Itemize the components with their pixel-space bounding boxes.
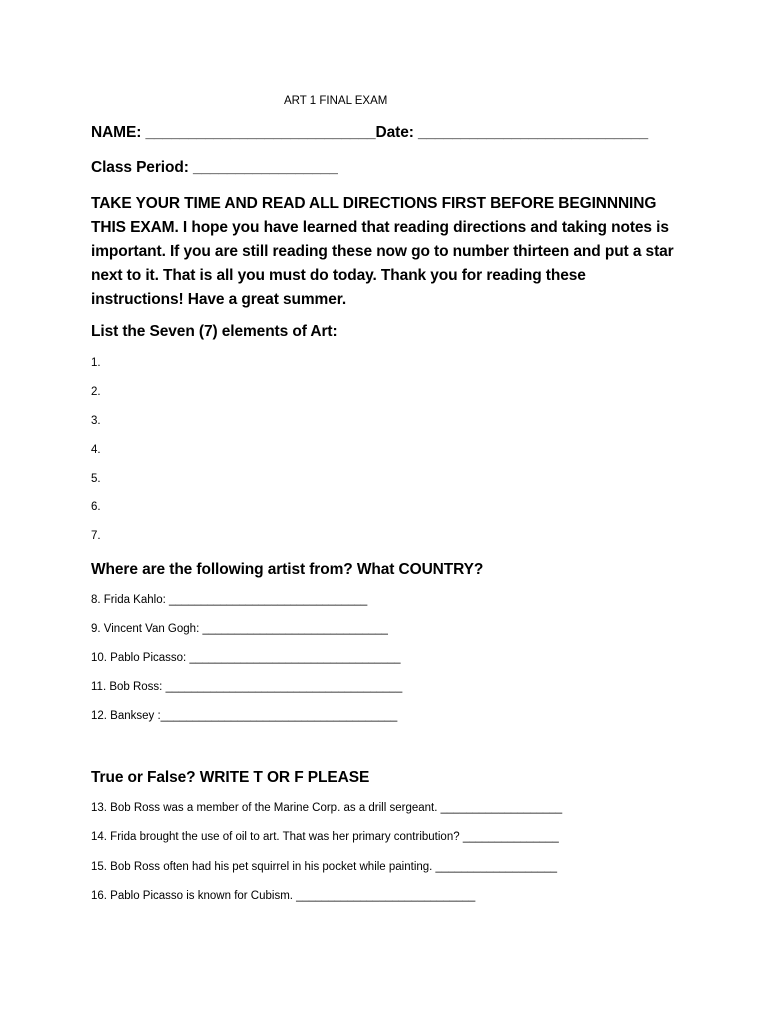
element-item-5: 5. <box>91 473 101 485</box>
element-item-7: 7. <box>91 530 101 542</box>
element-item-3: 3. <box>91 415 101 427</box>
name-date-line: NAME: ___________________________Date: ___________________________ <box>91 124 649 141</box>
element-item-1: 1. <box>91 357 101 369</box>
tf-question-15: 15. Bob Ross often had his pet squirrel in his pocket while painting. ___________________ <box>91 861 558 873</box>
tf-question-16: 16. Pablo Picasso is known for Cubism. ____________________________ <box>91 890 476 902</box>
artist-question-10: 10. Pablo Picasso: _________________________________ <box>91 652 401 664</box>
artist-question-12: 12. Banksey :_____________________________________ <box>91 710 398 722</box>
artist-question-9: 9. Vincent Van Gogh: _____________________________ <box>91 623 388 635</box>
class-period-line: Class Period: _________________ <box>91 159 338 176</box>
exam-title: ART 1 FINAL EXAM <box>284 95 388 107</box>
elements-heading: List the Seven (7) elements of Art: <box>91 323 338 340</box>
true-false-heading: True or False? WRITE T OR F PLEASE <box>91 769 370 786</box>
element-item-6: 6. <box>91 501 101 513</box>
artists-heading: Where are the following artist from? What COUNTRY? <box>91 561 484 578</box>
tf-question-13: 13. Bob Ross was a member of the Marine Corp. as a drill sergeant. ___________________ <box>91 802 563 814</box>
artist-question-8: 8. Frida Kahlo: _______________________________ <box>91 594 368 606</box>
tf-question-14: 14. Frida brought the use of oil to art. That was her primary contribution? _______________ <box>91 831 559 843</box>
directions-paragraph: TAKE YOUR TIME AND READ ALL DIRECTIONS FIRST BEFORE BEGINNNING THIS EXAM. I hope you have learned that reading directions and taking notes is important. If you are still reading these now go to number thirteen and put a star next to it. That is all you must do today. Thank you for reading these instructions! Have a great summer. <box>91 195 674 308</box>
artist-question-11: 11. Bob Ross: _____________________________________ <box>91 681 403 693</box>
element-item-4: 4. <box>91 444 101 456</box>
element-item-2: 2. <box>91 386 101 398</box>
